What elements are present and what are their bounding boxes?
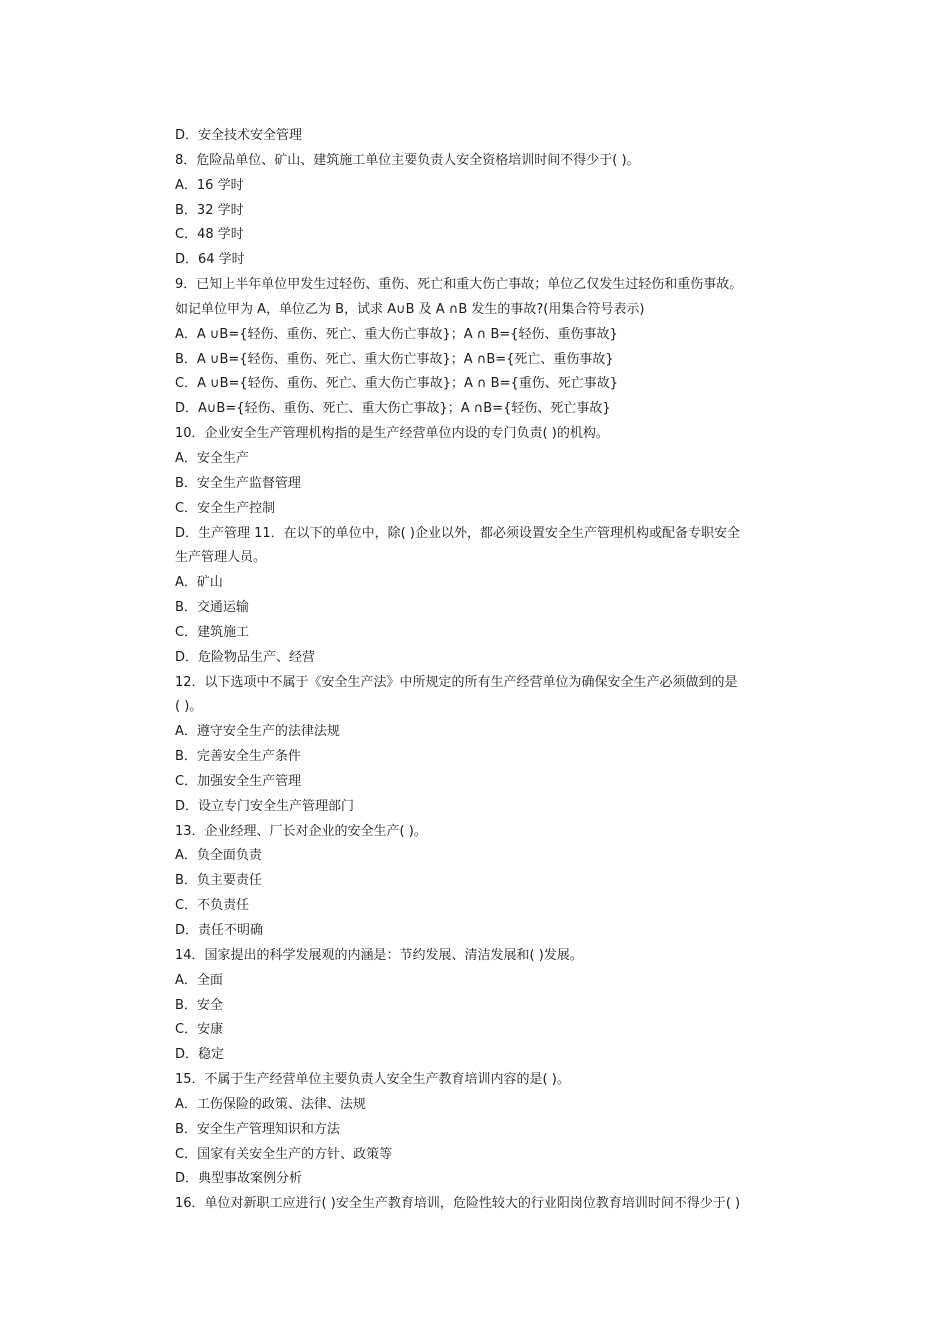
option-line: C．安全生产控制 [175,500,276,516]
option-line: A．工伤保险的政策、法律、法规 [175,1096,366,1112]
option-line: D．设立专门安全生产管理部门 [175,798,355,814]
option-line: A．遵守安全生产的法律法规 [175,724,340,740]
option-line: D．危险物品生产、经营 [175,649,316,665]
option-line: C．不负责任 [175,898,250,914]
option-line: B．安全生产监督管理 [175,475,301,491]
option-line: B．安全 [175,997,223,1013]
option-line: B．完善安全生产条件 [175,749,301,765]
option-line: B．A ∪B={轻伤、重伤、死亡、重大伤亡事故}；A ∩B={死亡、重伤事故} [175,351,614,367]
question-text: ( )。 [175,699,203,715]
option-line: A．安全生产 [175,450,249,466]
question-text: 16．单位对新职工应进行( )安全生产教育培训，危险性较大的行业阳岗位教育培训时间不得少于( ) [175,1196,741,1212]
question-text: 13．企业经理、厂长对企业的安全生产( )。 [175,823,427,839]
question-text: 15．不属于生产经营单位主要负责人安全生产教育培训内容的是( )。 [175,1072,570,1088]
option-line: C．建筑施工 [175,624,250,640]
option-line: C．安康 [175,1022,224,1038]
option-line: A．全面 [175,972,223,988]
option-line: C．国家有关安全生产的方针、政策等 [175,1146,393,1162]
question-text: D．生产管理 11．在以下的单位中，除( )企业以外，都必须设置安全生产管理机构或配备专职安全 [175,525,740,541]
question-text: 生产管理人员。 [175,550,267,566]
option-line: B．32 学时 [175,202,244,218]
question-text: 14．国家提出的科学发展观的内涵是：节约发展、清洁发展和( )发展。 [175,947,583,963]
question-text: 9．已知上半年单位甲发生过轻伤、重伤、死亡和重大伤亡事故；单位乙仅发生过轻伤和重伤事故。 [175,277,743,293]
option-line: C．A ∪B={轻伤、重伤、死亡、重大伤亡事故}；A ∩ B={重伤、死亡事故} [175,376,618,392]
question-text: 10．企业安全生产管理机构指的是生产经营单位内设的专门负责( )的机构。 [175,426,609,442]
option-line: D．典型事故案例分析 [175,1171,303,1187]
option-line: D．A∪B={轻伤、重伤、死亡、重大伤亡事故}；A ∩B={轻伤、死亡事故} [175,401,611,417]
option-line: C．48 学时 [175,227,244,243]
option-line: C．加强安全生产管理 [175,773,302,789]
document-body [175,124,805,1217]
option-line: A．负全面负责 [175,848,262,864]
option-line: B．安全生产管理知识和方法 [175,1121,340,1137]
question-text: 12．以下选项中不属于《安全生产法》中所规定的所有生产经营单位为确保安全生产必须做到的是 [175,674,738,690]
option-line: B．交通运输 [175,600,249,616]
option-line: A．16 学时 [175,177,244,193]
option-line: D．稳定 [175,1047,225,1063]
option-line: A．矿山 [175,575,223,591]
question-text: 8．危险品单位、矿山、建筑施工单位主要负责人安全资格培训时间不得少于( )。 [175,152,640,168]
text-line: D．安全技术安全管理 [175,128,303,143]
option-line: D．责任不明确 [175,923,264,938]
question-text: 如记单位甲为 A，单位乙为 B，试求 A∪B 及 A ∩B 发生的事故?(用集合符号表示) [175,301,645,317]
option-line: D．64 学时 [175,252,245,268]
option-line: A．A ∪B={轻伤、重伤、死亡、重大伤亡事故}；A ∩ B={轻伤、重伤事故} [175,326,618,342]
option-line: B．负主要责任 [175,873,262,889]
